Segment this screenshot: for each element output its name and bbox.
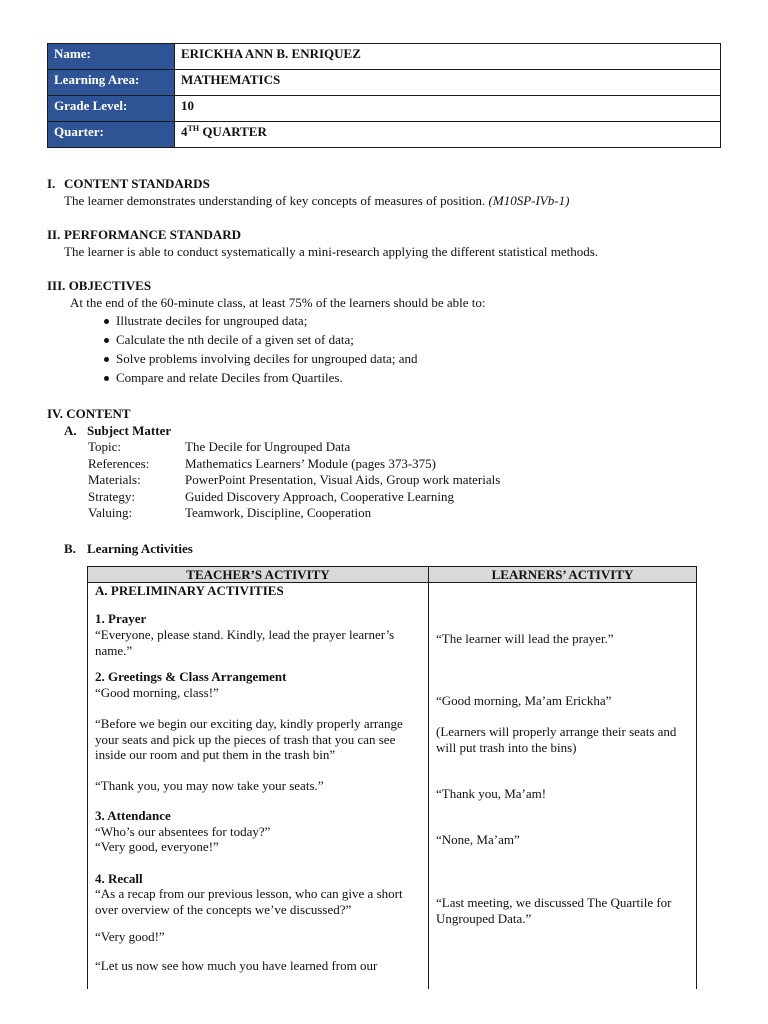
learner-activity-header: LEARNERS’ ACTIVITY xyxy=(429,567,697,583)
objectives-heading: III. OBJECTIVES xyxy=(47,278,152,293)
objectives-section xyxy=(47,277,727,387)
greetings-text: “Good morning, class!” xyxy=(95,685,219,700)
learner-prayer: “The learner will lead the prayer.” xyxy=(436,631,614,646)
info-row-area xyxy=(48,70,721,96)
learning-activities-heading: B. Learning Activities xyxy=(64,541,193,556)
learner-activity-cell xyxy=(429,583,697,990)
learner-thanks: “Thank you, Ma’am! xyxy=(436,786,547,801)
quarter-suffix: TH xyxy=(187,124,200,133)
prayer-heading: 1. Prayer xyxy=(95,611,147,626)
subject-row: Valuing: Teamwork, Discipline, Cooperation xyxy=(88,505,372,521)
content-standards-heading: I. CONTENT STANDARDS xyxy=(47,176,210,191)
arrangement-text: “Before we begin our exciting day, kindly properly arrange your seats and pick up the pieces of trash that you can see inside our room and put them in the trash bin” xyxy=(95,716,403,762)
objectives-intro: At the end of the 60-minute class, at least 75% of the learners should be able to: xyxy=(70,295,486,310)
learner-attendance: “None, Ma’am” xyxy=(436,832,520,847)
objective-item: Illustrate deciles for ungrouped data; xyxy=(104,311,727,330)
name-value: ERICKHA ANN B. ENRIQUEZ xyxy=(175,44,721,70)
subject-row: Topic: The Decile for Ungrouped Data xyxy=(88,439,351,454)
recall-praise: “Very good!” xyxy=(95,929,165,944)
objectives-list xyxy=(47,311,727,387)
recall-question: “As a recap from our previous lesson, who can give a short over overview of the concepts we’ve discussed?” xyxy=(95,886,403,917)
performance-standard-section xyxy=(47,226,727,260)
subject-matter-heading: A. Subject Matter xyxy=(64,423,172,438)
info-table xyxy=(47,43,721,148)
competency-code: (M10SP-IVb-1) xyxy=(488,193,570,208)
learning-area-value: MATHEMATICS xyxy=(175,70,721,96)
content-standards-text: The learner demonstrates understanding of key concepts of measures of position. (M10SP-IVb-1) xyxy=(64,193,570,208)
activities-table xyxy=(87,566,697,989)
subject-matter-list xyxy=(47,439,727,522)
info-row-quarter xyxy=(48,122,721,148)
content-section xyxy=(47,405,727,522)
subject-row: Strategy: Guided Discovery Approach, Cooperative Learning xyxy=(88,488,454,504)
learning-area-label: Learning Area: xyxy=(48,70,175,96)
info-row-grade xyxy=(48,96,721,122)
greetings-heading: 2. Greetings & Class Arrangement xyxy=(95,669,287,684)
attendance-question: “Who’s our absentees for today?” xyxy=(95,824,271,839)
subject-row: Materials: PowerPoint Presentation, Visual Aids, Group work materials xyxy=(88,472,501,488)
quarter-label: Quarter: xyxy=(48,122,175,148)
grade-level-label: Grade Level: xyxy=(48,96,175,122)
prayer-text: “Everyone, please stand. Kindly, lead the prayer learner’s name.” xyxy=(95,627,395,658)
recall-next: “Let us now see how much you have learned from our xyxy=(95,958,378,973)
objective-item: Solve problems involving deciles for ungrouped data; and xyxy=(104,349,727,368)
performance-standard-text: The learner is able to conduct systematically a mini-research applying the different statistical methods. xyxy=(64,244,599,259)
attendance-praise: “Very good, everyone!” xyxy=(95,839,219,854)
quarter-word: QUARTER xyxy=(202,124,267,139)
take-seats-text: “Thank you, you may now take your seats.” xyxy=(95,778,324,793)
teacher-activity-cell xyxy=(88,583,429,990)
name-label: Name: xyxy=(48,44,175,70)
objective-item: Compare and relate Deciles from Quartiles. xyxy=(104,368,727,387)
learner-arrangement: (Learners will properly arrange their seats and will put trash into the bins) xyxy=(436,724,677,755)
subject-row: References: Mathematics Learners’ Module (pages 373-375) xyxy=(88,455,437,471)
recall-heading: 4. Recall xyxy=(95,871,143,886)
learner-recall: “Last meeting, we discussed The Quartile for Ungrouped Data.” xyxy=(436,895,672,926)
learner-greeting: “Good morning, Ma’am Erickha” xyxy=(436,693,612,708)
content-heading: IV. CONTENT xyxy=(47,406,131,421)
grade-level-value: 10 xyxy=(175,96,721,122)
quarter-value xyxy=(175,122,721,148)
content-standards-section xyxy=(47,175,727,209)
teacher-activity-header: TEACHER’S ACTIVITY xyxy=(88,567,429,583)
objective-item: Calculate the nth decile of a given set of data; xyxy=(104,330,727,349)
learning-activities-heading-block xyxy=(47,540,727,557)
attendance-heading: 3. Attendance xyxy=(95,808,171,823)
preliminary-heading: A. PRELIMINARY ACTIVITIES xyxy=(95,583,284,598)
info-row-name xyxy=(48,44,721,70)
performance-standard-heading: II. PERFORMANCE STANDARD xyxy=(47,227,242,242)
quarter-number: 4 xyxy=(181,124,188,139)
